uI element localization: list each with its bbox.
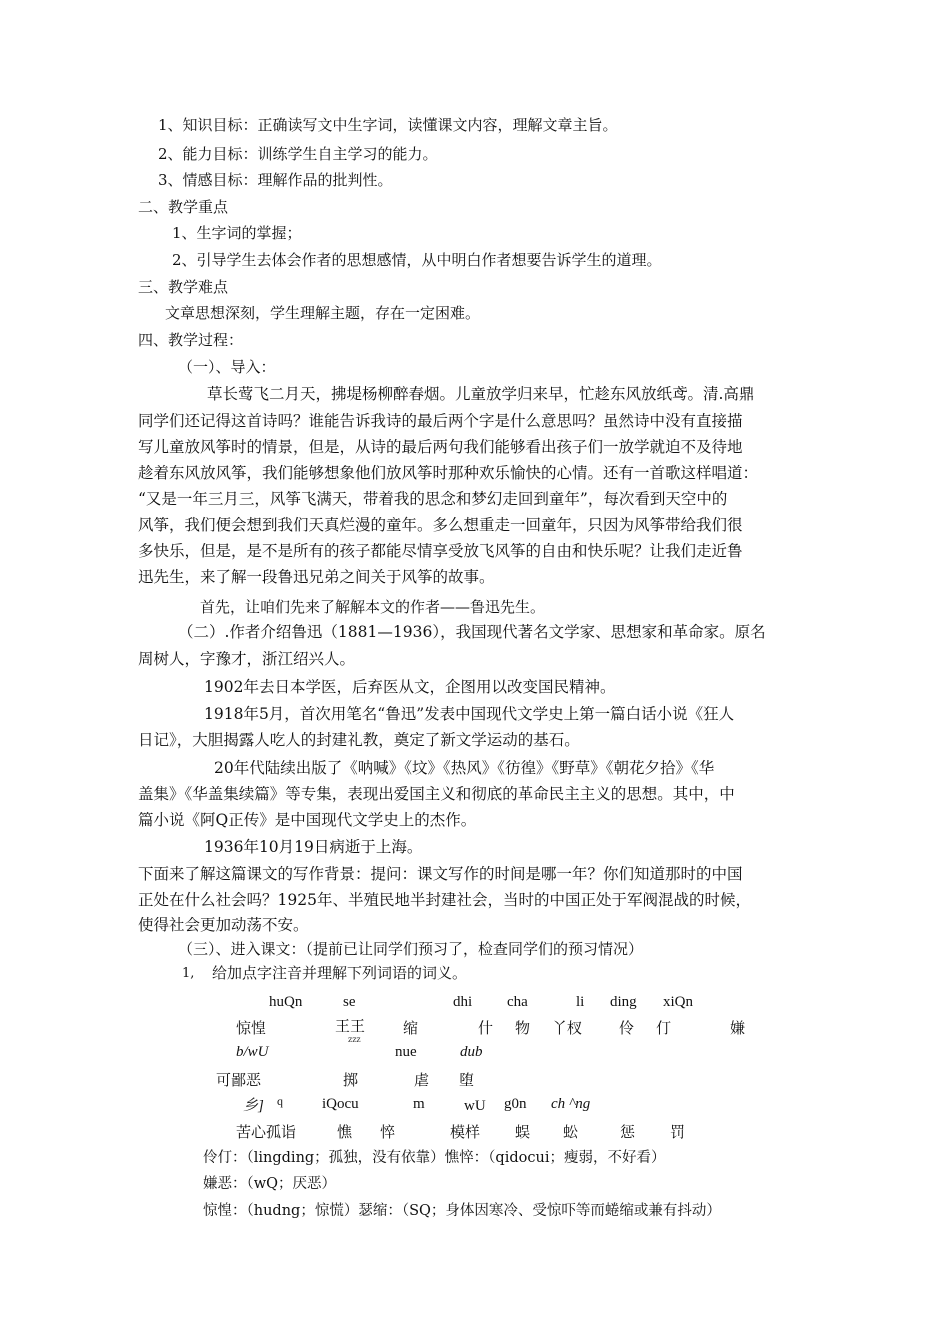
pinyin: iQocu (322, 1096, 359, 1112)
bio-line: 1918年5月，首次用笔名“鲁迅”发表中国现代文学史上第一篇白话小说《狂人 (204, 705, 735, 723)
bio-line: 20年代陆续出版了《呐喊》《坟》《热风》《彷徨》《野草》《朝花夕拾》《华 (214, 759, 715, 777)
intro-line: 风筝，我们便会想到我们天真烂漫的童年。多么想重走一回童年，只因为风筝带给我们很 (138, 516, 743, 534)
pinyin: ch ^ng (551, 1096, 591, 1112)
bio-line: 1936年10月19日病逝于上海。 (204, 838, 423, 856)
vocab-word: 仃 (656, 1019, 672, 1037)
vocab-word: 蜈 (515, 1123, 531, 1141)
vocab-word: 惊惶 (236, 1019, 267, 1037)
vocab-word: 模样 (450, 1123, 481, 1141)
definition-line: 惊惶：（hudng；惊慌）瑟缩：（SQ；身体因寒冷、受惊吓等而蜷缩或兼有抖动） (203, 1203, 721, 1219)
task-number: 1, (182, 966, 195, 981)
bio-line: 1902年去日本学医，后弃医从文，企图用以改变国民精神。 (204, 678, 616, 696)
vocab-word: 憔 (337, 1123, 353, 1141)
pinyin: g0n (504, 1096, 527, 1112)
difficulty-text: 文章思想深刻，学生理解主题，存在一定困难。 (165, 304, 481, 322)
pinyin: dhi (453, 994, 473, 1010)
task-instruction: 给加点字注音并理解下列词语的词义。 (212, 964, 468, 982)
vocab-word: 缩 (403, 1019, 419, 1037)
vocab-word: 掷 (343, 1071, 359, 1089)
background-line: 正处在什么社会吗？1925年、半殖民地半封建社会，当时的中国正处于军阀混战的时候， (138, 891, 751, 909)
pinyin: b/wU (236, 1044, 269, 1060)
pinyin: m (413, 1096, 425, 1112)
vocab-word: 罚 (670, 1123, 686, 1141)
intro-line: 同学们还记得这首诗吗？谁能告诉我诗的最后两个字是什么意思吗？虽然诗中没有直接描 (138, 412, 743, 430)
pinyin: 乡] (243, 1098, 264, 1114)
key-point-2: 2、引导学生去体会作者的思想感情，从中明白作者想要告诉学生的道理。 (172, 251, 662, 269)
vocab-word: 嫌 (730, 1019, 746, 1037)
vocab-word: 物 (515, 1019, 531, 1037)
emphasis-mark: zzz (348, 1035, 361, 1044)
vocab-word: 虐 (414, 1071, 430, 1089)
intro-line: “又是一年三月三，风筝飞满天，带着我的思念和梦幻走回到童年”，每次看到天空中的 (138, 490, 728, 508)
intro-line: 草长莺飞二月天，拂堤杨柳醉春烟。儿童放学归来早，忙趁东风放纸鸢。清.高鼎 (207, 385, 755, 403)
author-intro-line: （二）.作者介绍鲁迅（1881—1936），我国现代著名文学家、思想家和革命家。原名 (178, 623, 766, 641)
definition-line: 嫌恶：（wQ；厌恶） (203, 1176, 337, 1192)
intro-line: 趁着东风放风筝，我们能够想象他们放风筝时那种欢乐愉快的心情。还有一首歌这样唱道： (138, 464, 759, 482)
pinyin: li (576, 994, 585, 1010)
definition-line: 伶仃：（lingding；孤独，没有依靠）憔悴：（qidocui；瘦弱，不好看） (203, 1150, 666, 1166)
pinyin: ding (610, 994, 637, 1010)
vocab-word: 悴 (380, 1123, 396, 1141)
section-text-title: （三）、进入课文：（提前已让同学们预习了，检查同学们的预习情况） (178, 940, 644, 958)
pinyin: nue (395, 1044, 417, 1060)
heading-process: 四、教学过程： (138, 331, 244, 349)
vocab-word: 可鄙恶 (216, 1071, 262, 1089)
heading-difficulty: 三、教学难点 (138, 278, 229, 296)
pinyin: wU (464, 1098, 486, 1114)
intro-line: 写儿童放风筝时的情景，但是，从诗的最后两句我们能够看出孩子们一放学就迫不及待地 (138, 438, 743, 456)
vocab-word: 什 (478, 1019, 494, 1037)
background-line: 下面来了解这篇课文的写作背景：提问：课文写作的时间是哪一年？你们知道那时的中国 (138, 865, 743, 883)
vocab-word: 蚣 (563, 1123, 579, 1141)
pinyin: q (277, 1094, 283, 1108)
intro-line: 迅先生，来了解一段鲁迅兄弟之间关于风筝的故事。 (138, 568, 495, 586)
heading-key-points: 二、教学重点 (138, 198, 229, 216)
pinyin: cha (507, 994, 528, 1010)
pinyin: dub (460, 1044, 483, 1060)
goal-1: 1、知识目标：正确读写文中生字词，读懂课文内容，理解文章主旨。 (158, 116, 618, 134)
background-line: 使得社会更加动荡不安。 (138, 916, 309, 934)
author-lead-in: 首先，让咱们先来了解解本文的作者——鲁迅先生。 (200, 598, 546, 616)
vocab-word: 丫杈 (552, 1019, 583, 1037)
section-intro-title: （一）、导入： (178, 358, 276, 376)
vocab-word: 伶 (619, 1019, 635, 1037)
vocab-word: 堕 (459, 1071, 475, 1089)
key-point-1: 1、生字词的掌握； (172, 224, 302, 242)
goal-3: 3、情感目标：理解作品的批判性。 (158, 171, 393, 189)
bio-line: 篇小说《阿Q正传》是中国现代文学史上的杰作。 (138, 811, 477, 829)
goal-2: 2、能力目标：训练学生自主学习的能力。 (158, 145, 438, 163)
bio-line: 盖集》《华盖集续篇》等专集，表现出爱国主义和彻底的革命民主主义的思想。其中，中 (138, 785, 735, 803)
pinyin: xiQn (663, 994, 693, 1010)
vocab-word: 王王 (335, 1017, 366, 1035)
vocab-word: 苦心孤诣 (236, 1123, 297, 1141)
vocab-word: 惩 (620, 1123, 636, 1141)
pinyin: huQn (269, 994, 303, 1010)
bio-line: 日记》，大胆揭露人吃人的封建礼教，奠定了新文学运动的基石。 (138, 731, 580, 749)
author-intro-line: 周树人，字豫才，浙江绍兴人。 (138, 650, 356, 668)
pinyin: se (343, 994, 356, 1010)
intro-line: 多快乐，但是，是不是所有的孩子都能尽情享受放飞风筝的自由和快乐呢？让我们走近鲁 (138, 542, 743, 560)
